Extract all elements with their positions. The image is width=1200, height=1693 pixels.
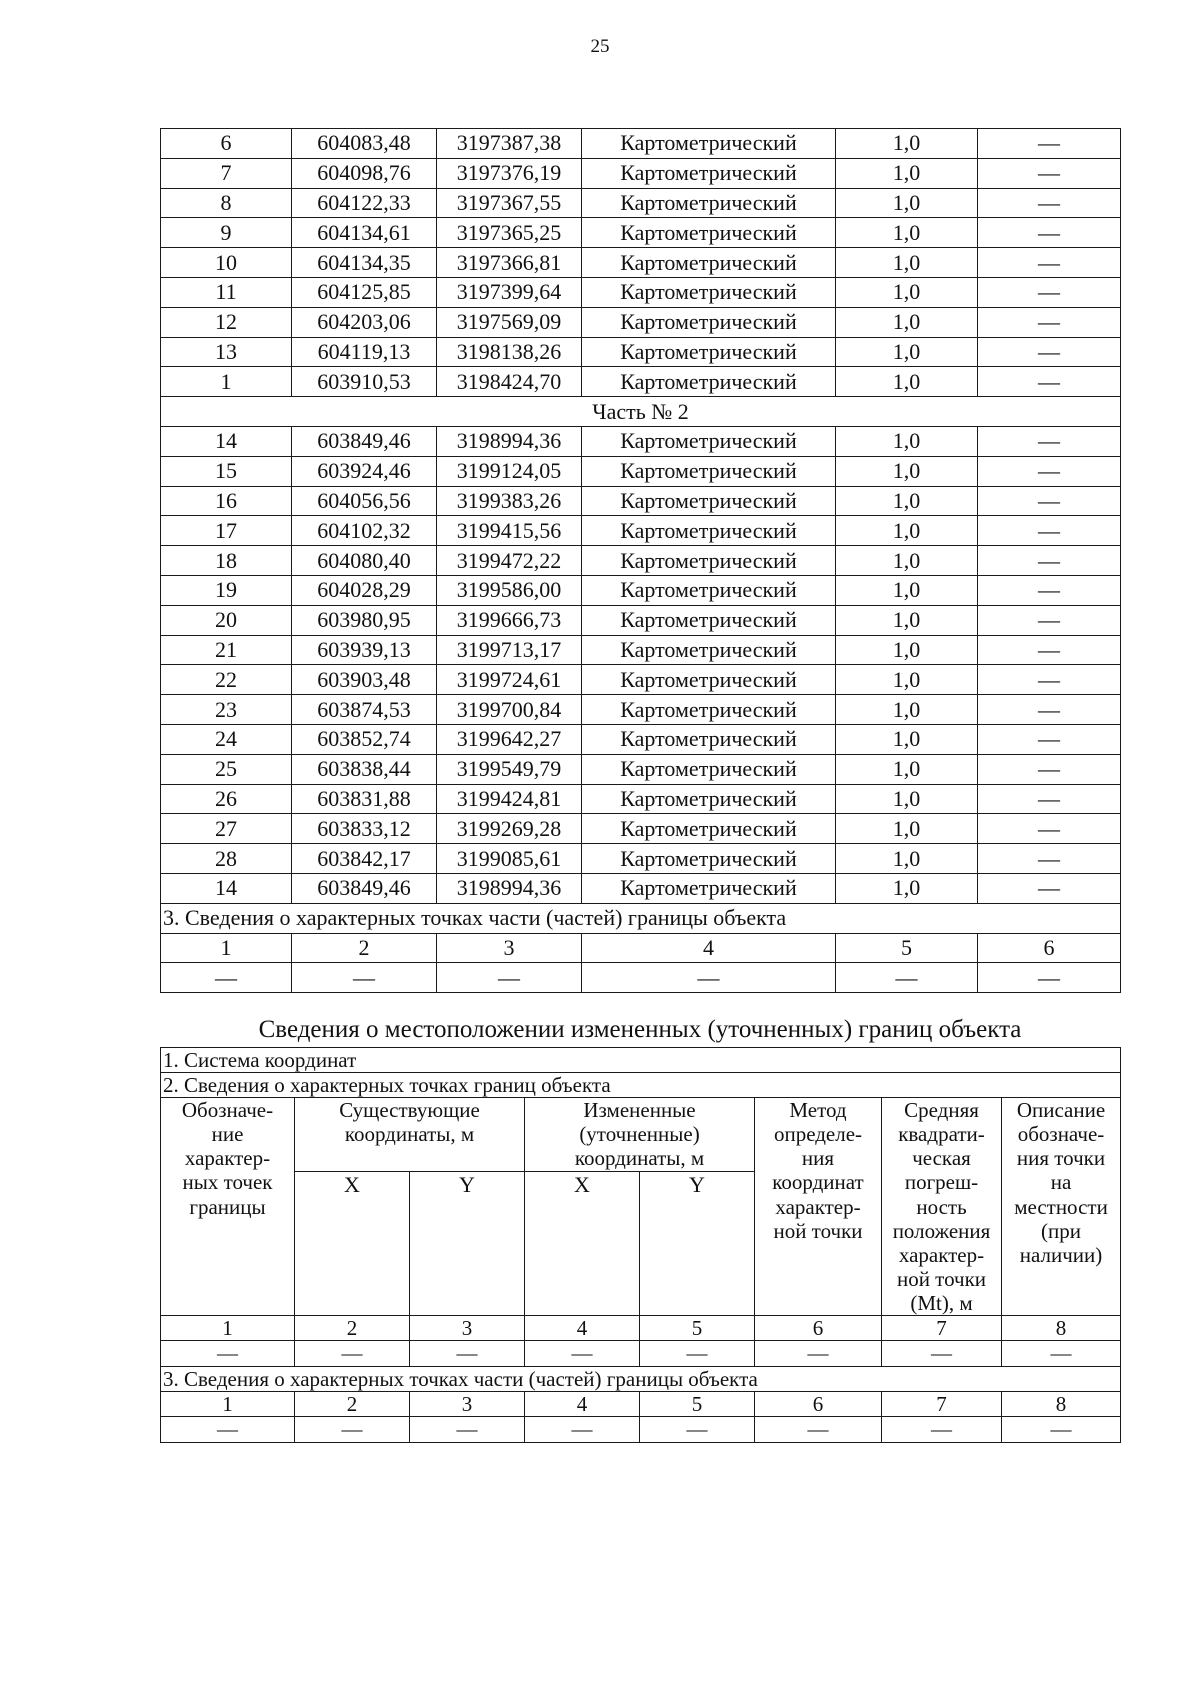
- column-number-cell: 4: [525, 1316, 640, 1341]
- method-cell: Картометрический: [582, 665, 836, 695]
- x-coordinate-cell: 604080,40: [292, 546, 437, 576]
- method-cell: Картометрический: [582, 188, 836, 218]
- column-number-cell: 1: [161, 1392, 295, 1417]
- description-cell: —: [978, 665, 1121, 695]
- dash-cell: —: [1002, 1417, 1121, 1443]
- x-coordinate-cell: 604134,61: [292, 218, 437, 248]
- description-cell: —: [978, 129, 1121, 159]
- header-x-existing: X: [295, 1172, 410, 1316]
- header-y-existing: Y: [410, 1172, 525, 1316]
- y-coordinate-cell: 3199586,00: [437, 575, 582, 605]
- y-coordinate-cell: 3199085,61: [437, 844, 582, 874]
- y-coordinate-cell: 3198424,70: [437, 367, 582, 397]
- point-number-cell: 26: [161, 784, 292, 814]
- description-cell: —: [978, 635, 1121, 665]
- description-cell: —: [978, 248, 1121, 278]
- changed-boundaries-table: [160, 1047, 1121, 1443]
- x-coordinate-cell: 604119,13: [292, 337, 437, 367]
- header-accuracy: Средняя квадрати- ческая погреш- ность положения характер- ной точки (Mt), м: [882, 1098, 1002, 1316]
- x-coordinate-cell: 603842,17: [292, 844, 437, 874]
- method-cell: Картометрический: [582, 426, 836, 456]
- column-number-cell: 2: [295, 1392, 410, 1417]
- header-x-changed: X: [525, 1172, 640, 1316]
- section3-title: 3. Сведения о характерных точках части (частей) границы объекта: [161, 1367, 1121, 1392]
- x-coordinate-cell: 603910,53: [292, 367, 437, 397]
- accuracy-cell: 1,0: [836, 546, 978, 576]
- method-cell: Картометрический: [582, 844, 836, 874]
- x-coordinate-cell: 603874,53: [292, 695, 437, 725]
- accuracy-cell: 1,0: [836, 605, 978, 635]
- x-coordinate-cell: 604122,33: [292, 188, 437, 218]
- y-coordinate-cell: 3199269,28: [437, 814, 582, 844]
- header-description: Описание обозначе- ния точки на местности (при наличии): [1002, 1098, 1121, 1316]
- table-row: [161, 814, 1121, 844]
- column-number-cell: 8: [1002, 1392, 1121, 1417]
- table-row: [161, 784, 1121, 814]
- point-number-cell: 16: [161, 486, 292, 516]
- column-number-cell: 2: [295, 1316, 410, 1341]
- description-cell: —: [978, 575, 1121, 605]
- x-coordinate-cell: 604098,76: [292, 158, 437, 188]
- column-number-cell: 1: [161, 933, 292, 963]
- description-cell: —: [978, 277, 1121, 307]
- section3-title: 3. Сведения о характерных точках части (частей) границы объекта: [161, 903, 1121, 933]
- dash-cell: —: [410, 1417, 525, 1443]
- column-number-cell: 5: [640, 1316, 755, 1341]
- dash-cell: —: [836, 963, 978, 993]
- table1-section3: [161, 903, 1121, 992]
- dash-cell: —: [437, 963, 582, 993]
- point-number-cell: 21: [161, 635, 292, 665]
- x-coordinate-cell: 603833,12: [292, 814, 437, 844]
- table-row: [161, 129, 1121, 159]
- description-cell: —: [978, 456, 1121, 486]
- x-coordinate-cell: 604203,06: [292, 307, 437, 337]
- column-number-cell: 5: [836, 933, 978, 963]
- method-cell: Картометрический: [582, 277, 836, 307]
- column-number-cell: 6: [755, 1316, 882, 1341]
- table-row: [161, 695, 1121, 725]
- method-cell: Картометрический: [582, 546, 836, 576]
- dash-cell: —: [161, 1417, 295, 1443]
- table-row: [161, 367, 1121, 397]
- header-y-changed: Y: [640, 1172, 755, 1316]
- point-number-cell: 7: [161, 158, 292, 188]
- dash-cell: —: [978, 963, 1121, 993]
- table-row: [161, 307, 1121, 337]
- table-row: [161, 754, 1121, 784]
- point-number-cell: 14: [161, 426, 292, 456]
- dash-cell: —: [525, 1341, 640, 1367]
- method-cell: Картометрический: [582, 695, 836, 725]
- boundary-points-row: 2. Сведения о характерных точках границ объекта: [161, 1073, 1121, 1098]
- column-number-cell: 7: [882, 1392, 1002, 1417]
- y-coordinate-cell: 3198994,36: [437, 873, 582, 903]
- y-coordinate-cell: 3199415,56: [437, 516, 582, 546]
- method-cell: Картометрический: [582, 784, 836, 814]
- x-coordinate-cell: 603831,88: [292, 784, 437, 814]
- dash-cell: —: [882, 1417, 1002, 1443]
- dash-cell: —: [292, 963, 437, 993]
- y-coordinate-cell: 3199700,84: [437, 695, 582, 725]
- column-number-cell: 3: [410, 1392, 525, 1417]
- header-existing-coordinates: Существующие координаты, м: [295, 1098, 525, 1172]
- header-designation: Обозначе- ние характер- ных точек границы: [161, 1098, 295, 1316]
- method-cell: Картометрический: [582, 814, 836, 844]
- accuracy-cell: 1,0: [836, 784, 978, 814]
- method-cell: Картометрический: [582, 456, 836, 486]
- description-cell: —: [978, 814, 1121, 844]
- column-number-cell: 2: [292, 933, 437, 963]
- accuracy-cell: 1,0: [836, 158, 978, 188]
- column-number-cell: 1: [161, 1316, 295, 1341]
- method-cell: Картометрический: [582, 635, 836, 665]
- column-numbers-row: [161, 1392, 1121, 1417]
- accuracy-cell: 1,0: [836, 456, 978, 486]
- y-coordinate-cell: 3198994,36: [437, 426, 582, 456]
- dash-cell: —: [295, 1417, 410, 1443]
- y-coordinate-cell: 3199472,22: [437, 546, 582, 576]
- point-number-cell: 9: [161, 218, 292, 248]
- point-number-cell: 19: [161, 575, 292, 605]
- point-number-cell: 17: [161, 516, 292, 546]
- point-number-cell: 8: [161, 188, 292, 218]
- accuracy-cell: 1,0: [836, 188, 978, 218]
- point-number-cell: 6: [161, 129, 292, 159]
- dash-cell: —: [295, 1341, 410, 1367]
- accuracy-cell: 1,0: [836, 516, 978, 546]
- point-number-cell: 11: [161, 277, 292, 307]
- dashes-row: [161, 1417, 1121, 1443]
- table-row: [161, 724, 1121, 754]
- table-row: [161, 516, 1121, 546]
- y-coordinate-cell: 3199124,05: [437, 456, 582, 486]
- method-cell: Картометрический: [582, 486, 836, 516]
- table-row: [161, 248, 1121, 278]
- method-cell: Картометрический: [582, 605, 836, 635]
- x-coordinate-cell: 604056,56: [292, 486, 437, 516]
- description-cell: —: [978, 486, 1121, 516]
- column-number-cell: 5: [640, 1392, 755, 1417]
- point-number-cell: 14: [161, 873, 292, 903]
- y-coordinate-cell: 3199724,61: [437, 665, 582, 695]
- method-cell: Картометрический: [582, 158, 836, 188]
- x-coordinate-cell: 603852,74: [292, 724, 437, 754]
- y-coordinate-cell: 3199642,27: [437, 724, 582, 754]
- y-coordinate-cell: 3197399,64: [437, 277, 582, 307]
- x-coordinate-cell: 604083,48: [292, 129, 437, 159]
- description-cell: —: [978, 158, 1121, 188]
- dash-cell: —: [161, 963, 292, 993]
- point-number-cell: 15: [161, 456, 292, 486]
- dash-cell: —: [161, 1341, 295, 1367]
- column-number-cell: 3: [410, 1316, 525, 1341]
- column-numbers-row: [161, 1316, 1121, 1341]
- method-cell: Картометрический: [582, 516, 836, 546]
- y-coordinate-cell: 3199713,17: [437, 635, 582, 665]
- description-cell: —: [978, 367, 1121, 397]
- column-number-cell: 4: [582, 933, 836, 963]
- description-cell: —: [978, 337, 1121, 367]
- table-row: [161, 486, 1121, 516]
- column-number-cell: 3: [437, 933, 582, 963]
- description-cell: —: [978, 784, 1121, 814]
- accuracy-cell: 1,0: [836, 754, 978, 784]
- x-coordinate-cell: 603849,46: [292, 873, 437, 903]
- point-number-cell: 13: [161, 337, 292, 367]
- column-numbers-row: [161, 933, 1121, 963]
- point-number-cell: 24: [161, 724, 292, 754]
- accuracy-cell: 1,0: [836, 486, 978, 516]
- table-row: [161, 337, 1121, 367]
- coordinate-system-row: 1. Система координат: [161, 1048, 1121, 1073]
- accuracy-cell: 1,0: [836, 575, 978, 605]
- accuracy-cell: 1,0: [836, 426, 978, 456]
- dash-cell: —: [640, 1417, 755, 1443]
- dash-cell: —: [882, 1341, 1002, 1367]
- accuracy-cell: 1,0: [836, 695, 978, 725]
- y-coordinate-cell: 3197569,09: [437, 307, 582, 337]
- table-row: [161, 605, 1121, 635]
- accuracy-cell: 1,0: [836, 367, 978, 397]
- dashes-row: [161, 963, 1121, 993]
- y-coordinate-cell: 3197367,55: [437, 188, 582, 218]
- x-coordinate-cell: 604125,85: [292, 277, 437, 307]
- dash-cell: —: [755, 1341, 882, 1367]
- description-cell: —: [978, 754, 1121, 784]
- y-coordinate-cell: 3197387,38: [437, 129, 582, 159]
- method-cell: Картометрический: [582, 367, 836, 397]
- column-number-cell: 8: [1002, 1316, 1121, 1341]
- page-number: 25: [590, 36, 610, 57]
- section-title: Сведения о местоположении измененных (уточненных) границ объекта: [258, 1016, 1022, 1043]
- column-number-cell: 6: [978, 933, 1121, 963]
- description-cell: —: [978, 873, 1121, 903]
- point-number-cell: 25: [161, 754, 292, 784]
- method-cell: Картометрический: [582, 218, 836, 248]
- table1-rows-part2: [161, 426, 1121, 903]
- column-number-cell: 7: [882, 1316, 1002, 1341]
- point-number-cell: 1: [161, 367, 292, 397]
- accuracy-cell: 1,0: [836, 873, 978, 903]
- method-cell: Картометрический: [582, 754, 836, 784]
- dashes-row: [161, 1341, 1121, 1367]
- x-coordinate-cell: 603980,95: [292, 605, 437, 635]
- point-number-cell: 12: [161, 307, 292, 337]
- accuracy-cell: 1,0: [836, 665, 978, 695]
- point-number-cell: 23: [161, 695, 292, 725]
- dash-cell: —: [755, 1417, 882, 1443]
- table-row: [161, 546, 1121, 576]
- table1-rows-part1: [161, 129, 1121, 397]
- accuracy-cell: 1,0: [836, 724, 978, 754]
- accuracy-cell: 1,0: [836, 277, 978, 307]
- table-row: [161, 158, 1121, 188]
- method-cell: Картометрический: [582, 724, 836, 754]
- y-coordinate-cell: 3199666,73: [437, 605, 582, 635]
- part-label: Часть № 2: [161, 397, 1121, 427]
- description-cell: —: [978, 605, 1121, 635]
- table-row: [161, 277, 1121, 307]
- x-coordinate-cell: 603849,46: [292, 426, 437, 456]
- header-changed-coordinates: Измененные (уточненные) координаты, м: [525, 1098, 755, 1172]
- dash-cell: —: [582, 963, 836, 993]
- x-coordinate-cell: 604102,32: [292, 516, 437, 546]
- x-coordinate-cell: 603903,48: [292, 665, 437, 695]
- table-row: [161, 456, 1121, 486]
- accuracy-cell: 1,0: [836, 844, 978, 874]
- description-cell: —: [978, 695, 1121, 725]
- table-row: [161, 844, 1121, 874]
- y-coordinate-cell: 3199383,26: [437, 486, 582, 516]
- x-coordinate-cell: 604028,29: [292, 575, 437, 605]
- description-cell: —: [978, 516, 1121, 546]
- header-method: Метод определе- ния координат характер- ной точки: [755, 1098, 882, 1316]
- table-row: [161, 426, 1121, 456]
- dash-cell: —: [640, 1341, 755, 1367]
- y-coordinate-cell: 3197365,25: [437, 218, 582, 248]
- description-cell: —: [978, 307, 1121, 337]
- y-coordinate-cell: 3199424,81: [437, 784, 582, 814]
- method-cell: Картометрический: [582, 129, 836, 159]
- point-number-cell: 20: [161, 605, 292, 635]
- accuracy-cell: 1,0: [836, 814, 978, 844]
- accuracy-cell: 1,0: [836, 307, 978, 337]
- y-coordinate-cell: 3197376,19: [437, 158, 582, 188]
- description-cell: —: [978, 426, 1121, 456]
- point-number-cell: 22: [161, 665, 292, 695]
- method-cell: Картометрический: [582, 575, 836, 605]
- description-cell: —: [978, 844, 1121, 874]
- x-coordinate-cell: 604134,35: [292, 248, 437, 278]
- column-number-cell: 4: [525, 1392, 640, 1417]
- point-number-cell: 27: [161, 814, 292, 844]
- table1-part-row: [161, 397, 1121, 427]
- x-coordinate-cell: 603924,46: [292, 456, 437, 486]
- y-coordinate-cell: 3197366,81: [437, 248, 582, 278]
- accuracy-cell: 1,0: [836, 129, 978, 159]
- method-cell: Картометрический: [582, 873, 836, 903]
- description-cell: —: [978, 546, 1121, 576]
- table-row: [161, 665, 1121, 695]
- dash-cell: —: [1002, 1341, 1121, 1367]
- dash-cell: —: [525, 1417, 640, 1443]
- method-cell: Картометрический: [582, 337, 836, 367]
- y-coordinate-cell: 3198138,26: [437, 337, 582, 367]
- accuracy-cell: 1,0: [836, 635, 978, 665]
- accuracy-cell: 1,0: [836, 337, 978, 367]
- point-number-cell: 18: [161, 546, 292, 576]
- accuracy-cell: 1,0: [836, 218, 978, 248]
- description-cell: —: [978, 724, 1121, 754]
- accuracy-cell: 1,0: [836, 248, 978, 278]
- point-number-cell: 10: [161, 248, 292, 278]
- method-cell: Картометрический: [582, 248, 836, 278]
- point-number-cell: 28: [161, 844, 292, 874]
- description-cell: —: [978, 218, 1121, 248]
- coordinates-table: [160, 128, 1121, 993]
- table-row: [161, 873, 1121, 903]
- y-coordinate-cell: 3199549,79: [437, 754, 582, 784]
- x-coordinate-cell: 603939,13: [292, 635, 437, 665]
- description-cell: —: [978, 188, 1121, 218]
- x-coordinate-cell: 603838,44: [292, 754, 437, 784]
- table-row: [161, 218, 1121, 248]
- dash-cell: —: [410, 1341, 525, 1367]
- column-number-cell: 6: [755, 1392, 882, 1417]
- table-row: [161, 635, 1121, 665]
- method-cell: Картометрический: [582, 307, 836, 337]
- table-row: [161, 188, 1121, 218]
- table-row: [161, 575, 1121, 605]
